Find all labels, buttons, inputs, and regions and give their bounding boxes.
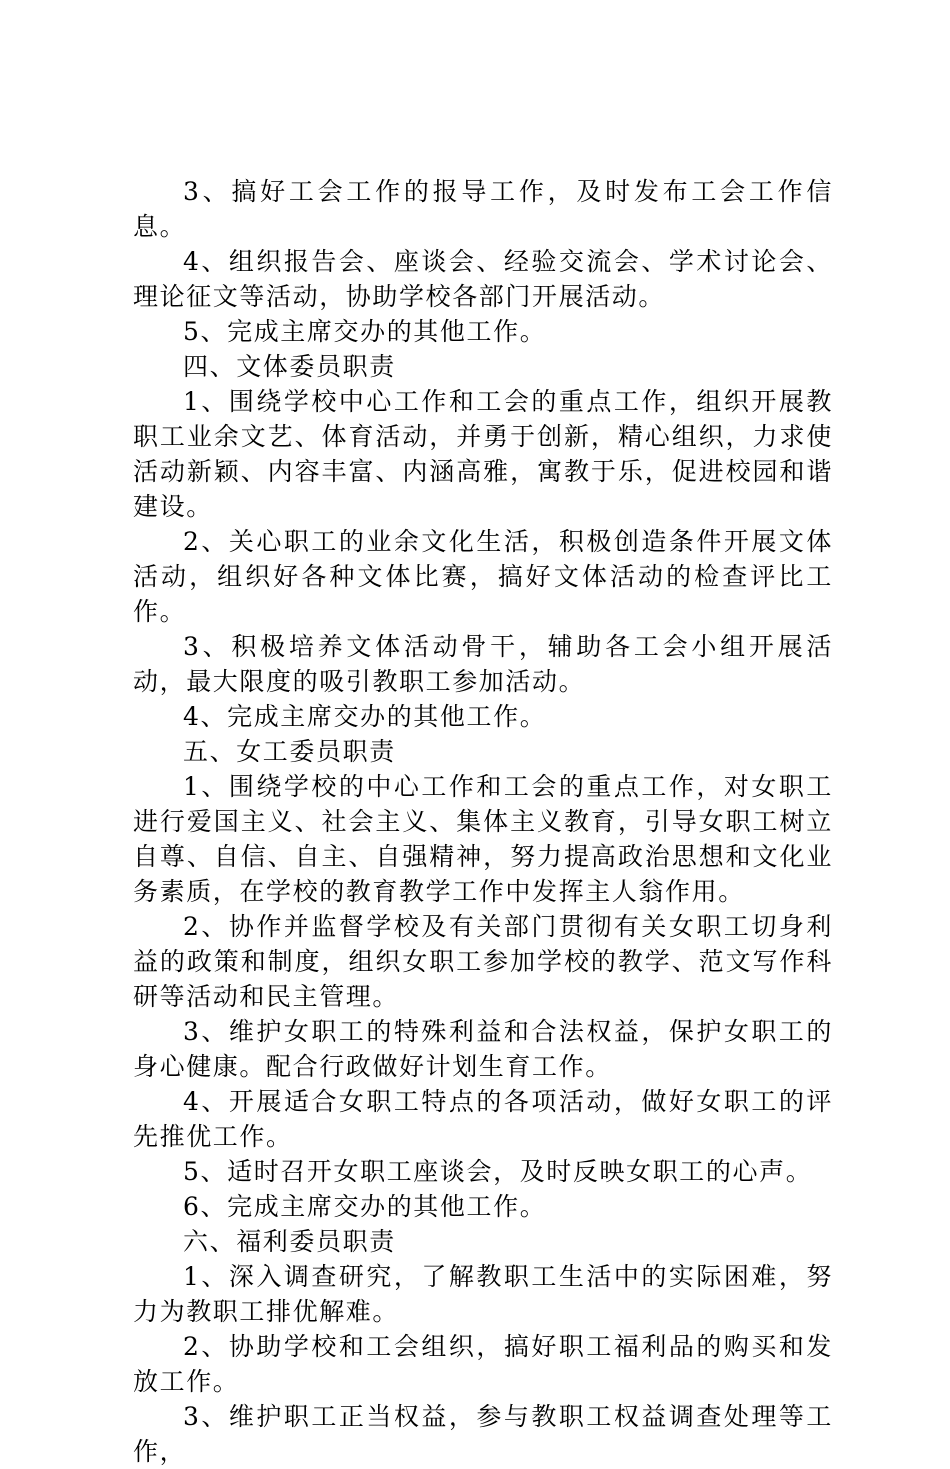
paragraph: 2、协助学校和工会组织，搞好职工福利品的购买和发放工作。 xyxy=(133,1332,833,1396)
paragraph: 1、深入调查研究，了解教职工生活中的实际困难，努力为教职工排优解难。 xyxy=(133,1262,833,1326)
paragraph: 3、维护女职工的特殊利益和合法权益，保护女职工的身心健康。配合行政做好计划生育工作。 xyxy=(133,1017,833,1081)
paragraph: 3、积极培养文体活动骨干，辅助各工会小组开展活动，最大限度的吸引教职工参加活动。 xyxy=(133,632,833,696)
paragraph: 4、完成主席交办的其他工作。 xyxy=(183,702,547,731)
section-heading: 六、福利委员职责 xyxy=(183,1227,396,1256)
paragraph: 3、维护职工正当权益，参与教职工权益调查处理等工作， xyxy=(133,1402,833,1466)
paragraph: 6、完成主席交办的其他工作。 xyxy=(183,1192,547,1221)
paragraph: 3、搞好工会工作的报导工作，及时发布工会工作信息。 xyxy=(133,177,833,241)
paragraph: 1、围绕学校的中心工作和工会的重点工作，对女职工进行爱国主义、社会主义、集体主义教育，引导女职工树立自尊、自信、自主、自强精神，努力提高政治思想和文化业务素质，在学校的教育教学工作中发挥主人翁作用。 xyxy=(133,772,833,906)
section-heading: 四、文体委员职责 xyxy=(183,352,396,381)
paragraph: 2、协作并监督学校及有关部门贯彻有关女职工切身利益的政策和制度，组织女职工参加学校的教学、范文写作科研等活动和民主管理。 xyxy=(133,912,833,1011)
paragraph: 5、适时召开女职工座谈会，及时反映女职工的心声。 xyxy=(183,1157,813,1186)
paragraph: 4、开展适合女职工特点的各项活动，做好女职工的评先推优工作。 xyxy=(133,1087,833,1151)
section-heading: 五、女工委员职责 xyxy=(183,737,396,766)
document-body xyxy=(133,174,833,1469)
paragraph: 1、围绕学校中心工作和工会的重点工作，组织开展教职工业余文艺、体育活动，并勇于创新，精心组织，力求使活动新颖、内容丰富、内涵高雅，寓教于乐，促进校园和谐建设。 xyxy=(133,387,833,521)
paragraph: 5、完成主席交办的其他工作。 xyxy=(183,317,547,346)
paragraph: 4、组织报告会、座谈会、经验交流会、学术讨论会、理论征文等活动，协助学校各部门开展活动。 xyxy=(133,247,833,311)
paragraph: 2、关心职工的业余文化生活，积极创造条件开展文体活动，组织好各种文体比赛，搞好文体活动的检查评比工作。 xyxy=(133,527,833,626)
